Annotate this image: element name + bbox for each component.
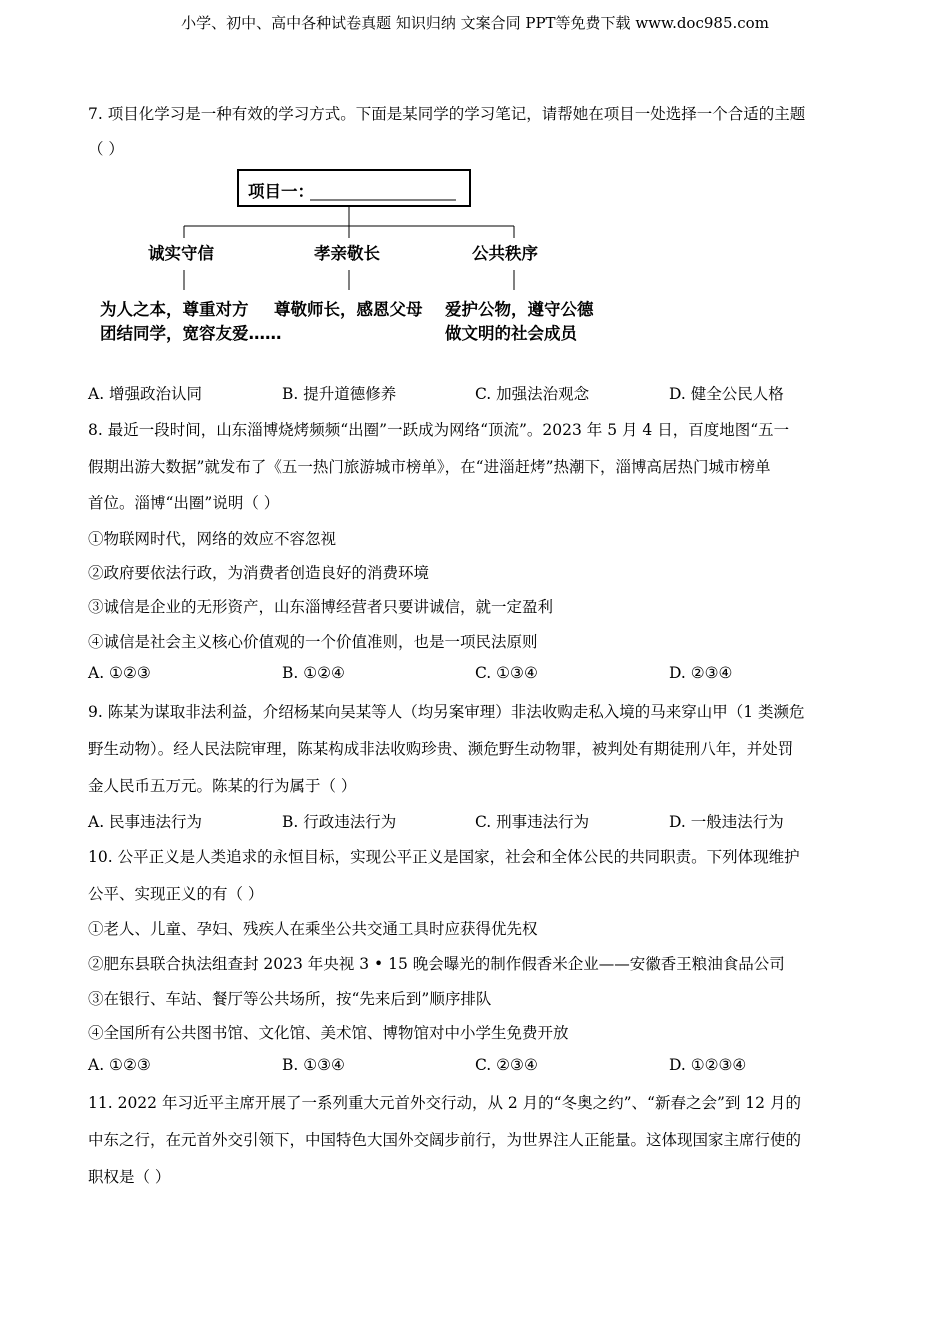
q11-line-1: 11. 2022 年习近平主席开展了一系列重大元首外交行动，从 2 月的“冬奥之约”、“新春之会”到 12 月的 bbox=[88, 1094, 801, 1112]
q9-line-3: 金人民币五万元。陈某的行为属于（ ） bbox=[88, 777, 357, 795]
note-public-line-1: 爱护公物，遵守公德 bbox=[445, 300, 594, 319]
q8-option-d[interactable]: D. ②③④ bbox=[669, 664, 733, 682]
q7-option-c[interactable]: C. 加强法治观念 bbox=[475, 385, 590, 403]
q10-line-1: 10. 公平正义是人类追求的永恒目标，实现公平正义是国家，社会和全体公民的共同职责。下列体现维护 bbox=[88, 848, 800, 866]
q8-line-3: 首位。淄博“出圈”说明（ ） bbox=[88, 494, 280, 512]
q7-concept-diagram bbox=[90, 160, 650, 350]
branch-public-order: 公共秩序 bbox=[472, 244, 538, 263]
q7-option-a[interactable]: A. 增强政治认同 bbox=[88, 385, 203, 403]
q10-statement-4: ④全国所有公共图书馆、文化馆、美术馆、博物馆对中小学生免费开放 bbox=[88, 1024, 569, 1042]
q9-option-c[interactable]: C. 刑事违法行为 bbox=[475, 813, 590, 831]
project-box-label: 项目一： bbox=[248, 182, 314, 201]
q10-option-d[interactable]: D. ①②③④ bbox=[669, 1056, 747, 1074]
note-filial-line-1: 尊敬师长，感恩父母 bbox=[274, 300, 423, 319]
q10-statement-2: ②肥东县联合执法组查封 2023 年央视 3 • 15 晚会曝光的制作假香米企业——安徽香王粮油食品公司 bbox=[88, 955, 785, 973]
q9-option-b[interactable]: B. 行政违法行为 bbox=[282, 813, 397, 831]
q10-statement-1: ①老人、儿童、孕妇、残疾人在乘坐公共交通工具时应获得优先权 bbox=[88, 920, 538, 938]
q8-statement-1: ①物联网时代，网络的效应不容忽视 bbox=[88, 530, 337, 548]
q9-option-a[interactable]: A. 民事违法行为 bbox=[88, 813, 203, 831]
q10-option-a[interactable]: A. ①②③ bbox=[88, 1056, 151, 1074]
q8-line-1: 8. 最近一段时间，山东淄博烧烤频频“出圈”一跃成为网络“顶流”。2023 年 5 月 4 日，百度地图“五一 bbox=[88, 421, 790, 439]
q10-line-2: 公平、实现正义的有（ ） bbox=[88, 885, 264, 903]
note-honesty-line-2: 团结同学，宽容友爱…… bbox=[100, 324, 282, 343]
q11-line-2: 中东之行，在元首外交引领下，中国特色大国外交阔步前行，为世界注人正能量。这体现国家主席行使的 bbox=[88, 1131, 802, 1149]
q8-line-2: 假期出游大数据”就发布了《五一热门旅游城市榜单》，在“进淄赶烤”热潮下，淄博高居热门城市榜单 bbox=[88, 458, 771, 476]
q8-option-a[interactable]: A. ①②③ bbox=[88, 664, 151, 682]
q7-option-d[interactable]: D. 健全公民人格 bbox=[669, 385, 784, 403]
page-header: 小学、初中、高中各种试卷真题 知识归纳 文案合同 PPT等免费下载 www.doc985.com bbox=[181, 14, 769, 32]
q11-line-3: 职权是（ ） bbox=[88, 1168, 171, 1186]
q10-option-b[interactable]: B. ①③④ bbox=[282, 1056, 345, 1074]
q8-statement-4: ④诚信是社会主义核心价值观的一个价值准则，也是一项民法原则 bbox=[88, 633, 538, 651]
q9-line-1: 9. 陈某为谋取非法利益，介绍杨某向吴某等人（均另案审理）非法收购走私入境的马来穿山甲（1 类濒危 bbox=[88, 703, 805, 721]
note-honesty-line-1: 为人之本，尊重对方 bbox=[100, 300, 249, 319]
q7-stem-line-1: 7. 项目化学习是一种有效的学习方式。下面是某同学的学习笔记，请帮她在项目一处选择一个合适的主题 bbox=[88, 105, 806, 123]
q10-statement-3: ③在银行、车站、餐厅等公共场所，按“先来后到”顺序排队 bbox=[88, 990, 492, 1008]
q8-statement-2: ②政府要依法行政，为消费者创造良好的消费环境 bbox=[88, 564, 430, 582]
q8-statement-3: ③诚信是企业的无形资产，山东淄博经营者只要讲诚信，就一定盈利 bbox=[88, 598, 554, 616]
branch-honesty: 诚实守信 bbox=[148, 244, 214, 263]
q8-option-c[interactable]: C. ①③④ bbox=[475, 664, 538, 682]
q8-option-b[interactable]: B. ①②④ bbox=[282, 664, 345, 682]
q7-option-b[interactable]: B. 提升道德修养 bbox=[282, 385, 397, 403]
q9-option-d[interactable]: D. 一般违法行为 bbox=[669, 813, 784, 831]
q7-stem-line-2: （ ） bbox=[88, 140, 124, 158]
note-public-line-2: 做文明的社会成员 bbox=[445, 324, 577, 343]
q9-line-2: 野生动物）。经人民法院审理，陈某构成非法收购珍贵、濒危野生动物罪，被判处有期徒刑八年，并处罚 bbox=[88, 740, 794, 758]
branch-filial-piety: 孝亲敬长 bbox=[314, 244, 380, 263]
q10-option-c[interactable]: C. ②③④ bbox=[475, 1056, 538, 1074]
